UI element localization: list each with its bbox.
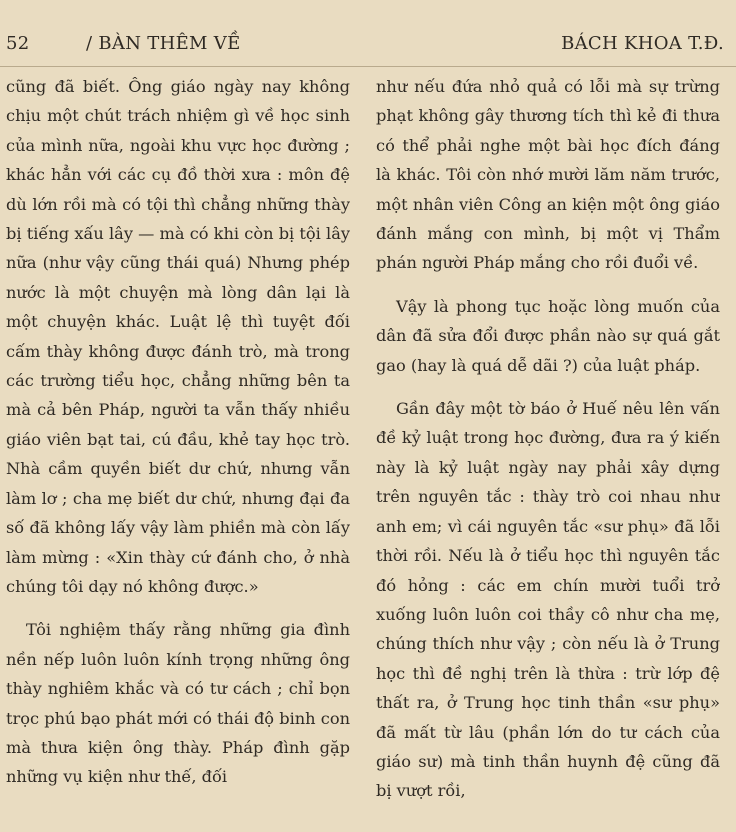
page-number: 52 <box>6 33 30 54</box>
journal-title: BÁCH KHOA T.Đ. <box>561 33 724 54</box>
section-title: / BÀN THÊM VỀ <box>86 33 241 54</box>
page-header <box>6 33 724 57</box>
left-paragraph-2: Tôi nghiệm thấy rằng những gia đình nền nếp luôn luôn kính trọng những ông thày nghiêm khắc và có tư cách ; chỉ bọn trọc phú bạo phát mới có thái độ binh con mà thưa kiện ông thày. Pháp đình gặp những vụ kiện như thế, đối <box>6 620 350 787</box>
left-paragraph-1: cũng đã biết. Ông giáo ngày nay không chịu một chút trách nhiệm gì về học sinh của mình nữa, ngoài khu vực học đường ; khác hẳn với các cụ đồ thời xưa : môn đệ dù lớn rồi mà có tội thì chẳng những thày bị tiếng xấu lây — mà có khi còn bị tội lây nữa (như vậy cũng thái quá) Nhưng phép nước là một chuyện mà lòng dân lại là một chuyện khác. Luật lệ thì tuyệt đối cấm thày không được đánh trò, mà trong các trường tiểu học, chẳng những bên ta mà cả bên Pháp, người ta vẫn thấy nhiều giáo viên bạt tai, cú đầu, khẻ tay học trò. Nhà cầm quyền biết dư chứ, nhưng vẫn làm lơ ; cha mẹ biết dư chứ, nhưng đại đa số đã không lấy vậy làm phiền mà còn lấy làm mừng : «Xin thày cứ đánh cho, ở nhà chúng tôi dạy nó không được.» <box>6 77 350 596</box>
right-paragraph-2: Vậy là phong tục hoặc lòng muốn của dân đã sửa đổi được phần nào sự quá gắt gao (hay là quá dễ dãi ?) của luật pháp. <box>376 296 720 375</box>
header-rule <box>0 66 736 67</box>
left-column <box>6 72 350 832</box>
right-column <box>376 72 720 832</box>
right-paragraph-1: như nếu đứa nhỏ quả có lỗi mà sự trừng phạt không gây thương tích thì kẻ đi thưa có thể phải nghe một bài học đích đáng là khác. Tôi còn nhớ mười lăm năm trước, một nhân viên Công an kiện một ông giáo đánh mắng con mình, bị một vị Thẩm phán người Pháp mắng cho rồi đuổi về. <box>376 77 720 273</box>
right-paragraph-3: Gần đây một tờ báo ở Huế nêu lên vấn đề kỷ luật trong học đường, đưa ra ý kiến này là kỷ luật ngày nay phải xây dựng trên nguyên tắc : thày trò coi nhau như anh em; vì cái nguyên tắc «sư phụ» đã lỗi thời rồi. Nếu là ở tiểu học thì nguyên tắc đó hỏng : các em chín mười tuổi trở xuống luôn luôn coi thầy cô như cha mẹ, chúng thích như vậy ; còn nếu là ở Trung học thì đề nghị trên là thừa : trừ lớp đệ thất ra, ở Trung học tinh thần «sư phụ» đã mất từ lâu (phần lớn do tư cách của giáo sư) mà tinh thần huynh đệ cũng đã bị vượt rồi, <box>376 399 720 801</box>
